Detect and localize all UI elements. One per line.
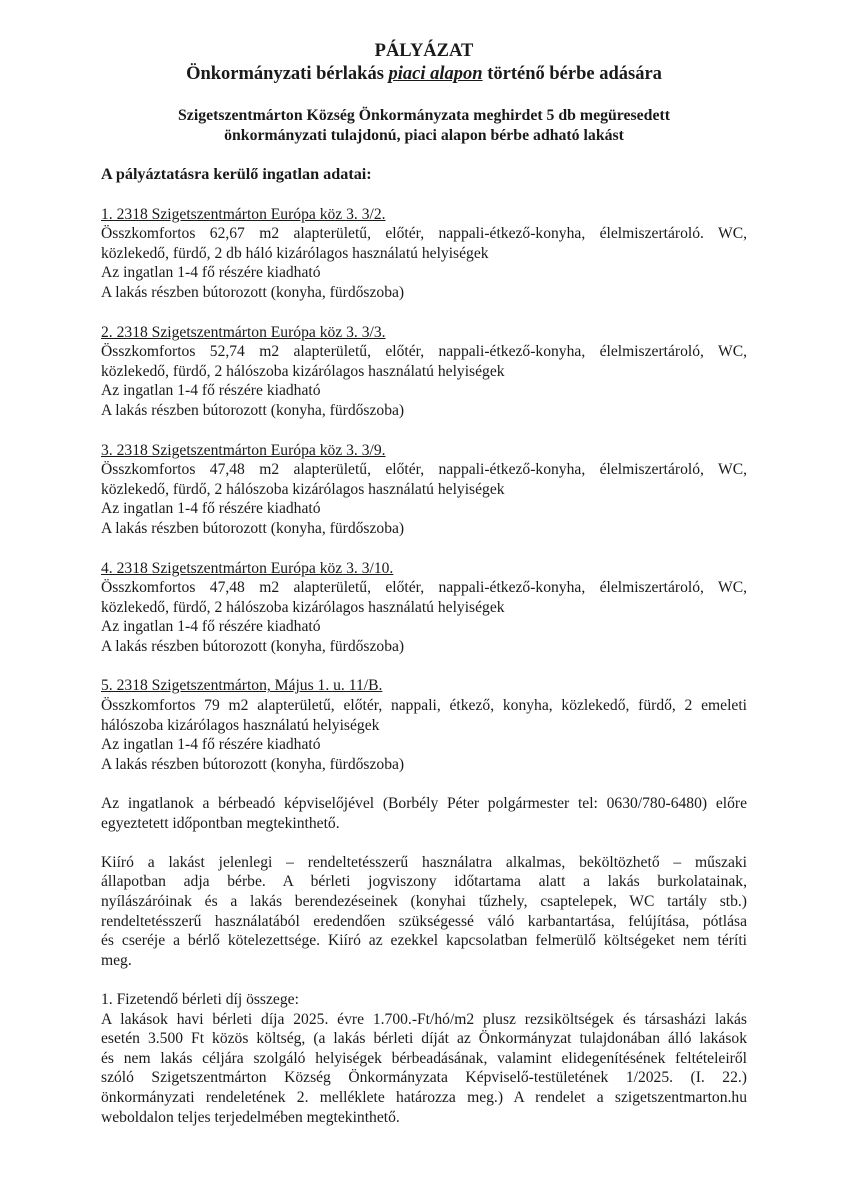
- rent-line: és nem lakás céljára szolgáló helyiségek bérbeadásának, valamint elidegenítésének feltételeiről: [101, 1049, 747, 1067]
- property-description-line-1: Összkomfortos 62,67 m2 alapterületű, előtér, nappali-étkező-konyha, élelmiszertároló. WC,: [101, 225, 747, 243]
- property-description-line-1: Összkomfortos 47,48 m2 alapterületű, előtér, nappali-étkező-konyha, élelmiszertároló, WC,: [101, 461, 747, 479]
- property-furnishing: A lakás részben bútorozott (konyha, fürdőszoba): [101, 637, 405, 655]
- property-address: 5. 2318 Szigetszentmárton, Május 1. u. 11/B.: [101, 677, 383, 695]
- property-furnishing: A lakás részben bútorozott (konyha, fürdőszoba): [101, 755, 405, 773]
- property-occupancy: Az ingatlan 1-4 fő részére kiadható: [101, 264, 321, 282]
- document-page: [101, 40, 747, 1127]
- rent-line: A lakások havi bérleti díja 2025. évre 1.700.-Ft/hó/m2 plusz rezsiköltségek és társasházi lakás: [101, 1010, 747, 1028]
- property-description-line-2: közlekedő, fürdő, 2 hálószoba kizárólagos használatú helyiségek: [101, 362, 505, 380]
- property-furnishing: A lakás részben bútorozott (konyha, fürdőszoba): [101, 401, 405, 419]
- property-address: 4. 2318 Szigetszentmárton Európa köz 3. 3/10.: [101, 559, 394, 577]
- property-description-line-2: hálószoba kizárólagos használatú helyiségek: [101, 716, 380, 734]
- conditions-paragraph: [101, 853, 747, 971]
- property-address: 2. 2318 Szigetszentmárton Európa köz 3. 3/3.: [101, 323, 386, 341]
- intro-text: [101, 106, 747, 146]
- rent-line: önkormányzati rendeletének 2. melléklete határozza meg.) A rendelet a szigetszentmarton.hu: [101, 1088, 747, 1106]
- property-description-line-1: Összkomfortos 79 m2 alapterületű, előtér, nappali, étkező, konyha, közlekedő, fürdő, 2 emeleti: [101, 697, 747, 715]
- conditions-line: meg.: [101, 951, 132, 969]
- rent-line: weboldalon teljes terjedelmében megtekinthető.: [101, 1108, 400, 1126]
- property-occupancy: Az ingatlan 1-4 fő részére kiadható: [101, 382, 321, 400]
- conditions-line: rendeltetésszerű használatából eredendően szükségessé váló karbantartása, felújítása, pótlása: [101, 912, 747, 930]
- rent-line: szóló Szigetszentmárton Község Önkormányzata Képviselő-testületének 1/2025. (I. 22.): [101, 1069, 747, 1087]
- rent-heading: 1. Fizetendő bérleti díj összege:: [101, 990, 299, 1008]
- property-address: 3. 2318 Szigetszentmárton Európa köz 3. 3/9.: [101, 441, 386, 459]
- property-item: [101, 441, 747, 539]
- property-description-line-2: közlekedő, fürdő, 2 db háló kizárólagos használatú helyiségek: [101, 244, 489, 262]
- viewing-line: Az ingatlanok a bérbeadó képviselőjével (Borbély Péter polgármester tel: 0630/780-6480) előre: [101, 795, 747, 813]
- section-heading: A pályáztatásra kerülő ingatlan adatai:: [101, 165, 372, 183]
- property-occupancy: Az ingatlan 1-4 fő részére kiadható: [101, 500, 321, 518]
- conditions-line: állapotban adja bérbe. A bérleti jogviszony időtartama alatt a lakás burkolatainak,: [101, 873, 747, 891]
- viewing-line: egyeztetett időpontban megtekinthető.: [101, 814, 340, 832]
- subtitle-emphasis: piaci alapon: [388, 64, 483, 84]
- property-description-line-1: Összkomfortos 47,48 m2 alapterületű, előtér, nappali-étkező-konyha, élelmiszertároló, WC,: [101, 579, 747, 597]
- title-block: [101, 40, 747, 146]
- property-occupancy: Az ingatlan 1-4 fő részére kiadható: [101, 736, 321, 754]
- conditions-line: Kiíró a lakást jelenlegi – rendeltetésszerű használatra alkalmas, beköltözhető – műszaki: [101, 853, 747, 871]
- property-item: [101, 676, 747, 774]
- conditions-line: nyílászáróinak és a lakás berendezéseinek (konyhai tűzhely, csaptelepek, WC tartály stb.): [101, 893, 747, 910]
- rent-section: [101, 990, 747, 1127]
- viewing-paragraph: [101, 794, 747, 833]
- property-occupancy: Az ingatlan 1-4 fő részére kiadható: [101, 618, 321, 636]
- property-address: 1. 2318 Szigetszentmárton Európa köz 3. 3/2.: [101, 205, 386, 223]
- subtitle-after: történő bérbe adására: [482, 64, 662, 84]
- property-furnishing: A lakás részben bútorozott (konyha, fürdőszoba): [101, 283, 405, 301]
- property-item: [101, 559, 747, 657]
- conditions-line: és cseréje a bérlő kötelezettsége. Kiíró az ezekkel kapcsolatban felmerülő költségeket nem téríti: [101, 932, 747, 950]
- rent-line: esetén 3.500 Ft közös költség, (a lakás bérleti díját az Önkormányzat tulajdonában álló lakások: [101, 1030, 747, 1048]
- intro-line-2: önkormányzati tulajdonú, piaci alapon bérbe adható lakást: [224, 127, 624, 144]
- subtitle-before: Önkormányzati bérlakás: [186, 64, 389, 84]
- property-description-line-1: Összkomfortos 52,74 m2 alapterületű, előtér, nappali-étkező-konyha, élelmiszertároló, WC,: [101, 343, 747, 361]
- property-item: [101, 205, 747, 303]
- intro-line-1: Szigetszentmárton Község Önkormányzata meghirdet 5 db megüresedett: [178, 107, 670, 124]
- property-description-line-2: közlekedő, fürdő, 2 hálószoba kizárólagos használatú helyiségek: [101, 598, 505, 616]
- property-description-line-2: közlekedő, fürdő, 2 hálószoba kizárólagos használatú helyiségek: [101, 480, 505, 498]
- document-title: PÁLYÁZAT: [374, 41, 474, 61]
- property-furnishing: A lakás részben bútorozott (konyha, fürdőszoba): [101, 519, 405, 537]
- document-subtitle: [101, 63, 747, 86]
- property-item: [101, 323, 747, 421]
